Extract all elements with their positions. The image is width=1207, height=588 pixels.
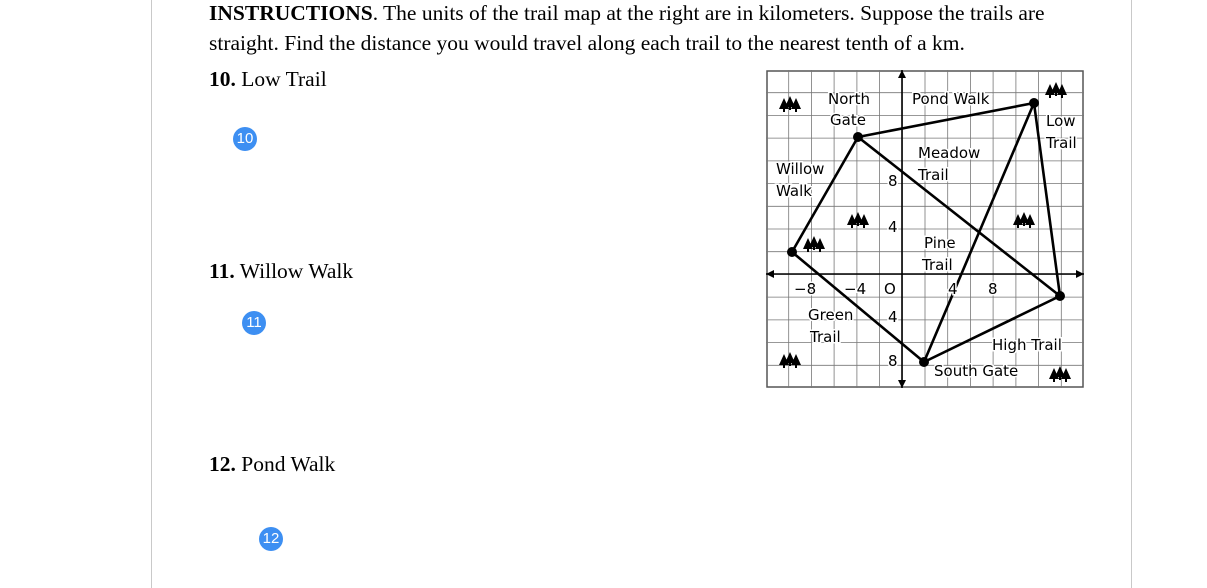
x-tick-label: −8 [794,280,817,298]
meadow-trail-label: Meadow [918,144,981,162]
question-number: 12. [209,452,236,476]
willow-walk-point [787,247,797,257]
instructions [209,0,1089,58]
question-number: 10. [209,67,236,91]
pine-trail-label: Trail [922,256,953,274]
willow-walk-label: Walk [776,182,812,200]
trail-map [766,70,1084,388]
meadow-trail-label: Trail [918,166,949,184]
low-trail-point [1029,98,1039,108]
y-tick-label: 4 [888,308,898,326]
x-tick-label: −4 [844,280,867,298]
north-gate-label: North [828,90,870,108]
question-title: Low Trail [241,67,327,91]
question-12 [209,451,335,477]
green-trail-label: Trail [810,328,841,346]
answer-badge-10[interactable]: 10 [233,127,257,151]
green-trail-label: Green [808,306,854,324]
low-trail-label: Low [1046,112,1076,130]
question-10 [209,66,327,92]
low-trail-label: Trail [1046,134,1077,152]
question-number: 11. [209,259,235,283]
north-gate-label: Gate [830,111,866,129]
answer-badge-12[interactable]: 12 [259,527,283,551]
pine-trail-label: Pine [924,234,956,252]
high-trail-label: High Trail [992,336,1062,354]
x-tick-label: 4 [948,280,958,298]
x-tick-label: 8 [988,280,998,298]
south-gate-label: South Gate [934,362,1019,380]
question-title: Willow Walk [239,259,354,283]
question-11 [209,258,353,284]
south-gate-point [919,357,929,367]
north-gate-point [853,132,863,142]
instructions-text: . The units of the trail map at the right are in kilometers. Suppose the trails are straight. Find the distance you would travel along each trail to the nearest tenth of a km. [209,1,1045,55]
origin-label: O [884,280,896,298]
answer-badge-11[interactable]: 11 [242,311,266,335]
instructions-label: INSTRUCTIONS [209,1,373,25]
y-tick-label: 4 [888,218,898,236]
question-title: Pond Walk [241,452,336,476]
y-tick-label: 8 [888,352,898,370]
pond-walk-label: Pond Walk [912,90,990,108]
east-point [1055,291,1065,301]
y-tick-label: 8 [888,172,898,190]
willow-walk-label: Willow [776,160,825,178]
